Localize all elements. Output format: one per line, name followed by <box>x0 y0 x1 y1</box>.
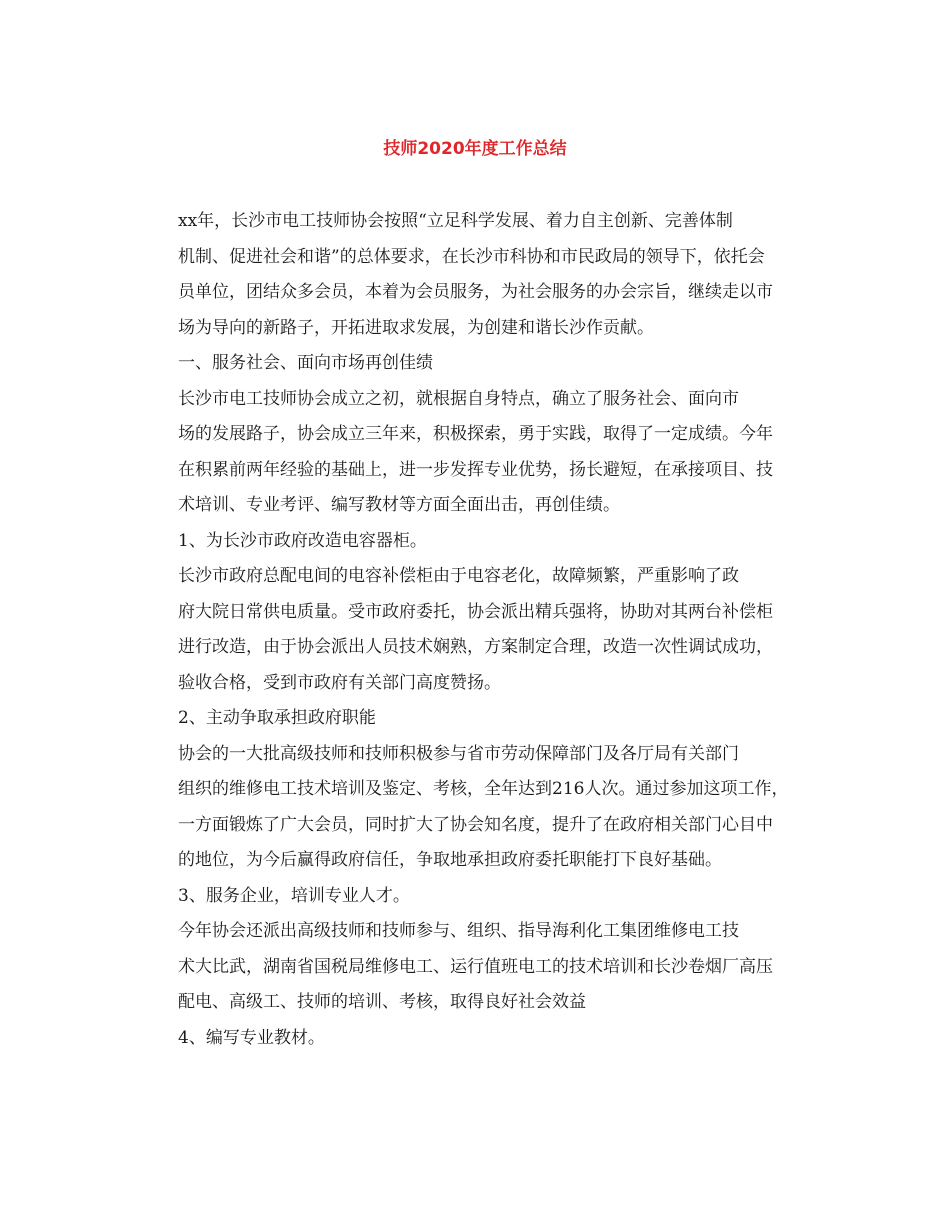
text-line: 术培训、专业考评、编写教材等方面全面出击，再创佳绩。 <box>178 495 620 515</box>
text-line: 一、服务社会、面向市场再创佳绩 <box>178 353 433 373</box>
text-line: 1、为长沙市政府改造电容器柜。 <box>178 530 427 551</box>
text-line: 验收合格，受到市政府有关部门高度赞扬。 <box>178 672 501 693</box>
text-line: 3、服务企业，培训专业人才。 <box>178 885 410 906</box>
document-body <box>144 204 808 1056</box>
text-line: 场为导向的新路子，开拓进取求发展，为创建和谐长沙作贡献。 <box>178 317 654 338</box>
text-line: 组织的维修电工技术培训及鉴定、考核，全年达到216人次。通过参加这项工作， <box>178 779 789 799</box>
text-line: 术大比武，湖南省国税局维修电工、运行值班电工的技术培训和长沙卷烟厂高压 <box>178 956 773 977</box>
document-title: 技师2020年度工作总结 <box>383 139 567 159</box>
text-line: xx年，长沙市电工技师协会按照“立足科学发展、着力自主创新、完善体制 <box>178 211 733 231</box>
paragraph <box>144 559 808 701</box>
text-line: 府大院日常供电质量。受市政府委托，协会派出精兵强将，协助对其两台补偿柜 <box>178 601 773 622</box>
text-line: 场的发展路子，协会成立三年来，积极探索，勇于实践，取得了一定成绩。今年 <box>178 424 773 444</box>
text-line: 机制、促进社会和谐”的总体要求，在长沙市科协和市民政局的领导下，依托会 <box>178 246 765 267</box>
text-line: 协会的一大批高级技师和技师积极参与省市劳动保障部门及各厅局有关部门 <box>178 743 739 764</box>
text-line: 的地位，为今后赢得政府信任，争取地承担政府委托职能打下良好基础。 <box>178 850 722 870</box>
paragraph <box>144 524 808 560</box>
text-line: 配电、高级工、技师的培训、考核，取得良好社会效益 <box>178 992 586 1012</box>
paragraph <box>144 382 808 524</box>
text-line: 今年协会还派出高级技师和技师参与、组织、指导海利化工集团维修电工技 <box>178 921 739 941</box>
text-line: 2、主动争取承担政府职能 <box>178 708 376 728</box>
text-line: 进行改造，由于协会派出人员技术娴熟，方案制定合理，改造一次性调试成功， <box>178 637 773 657</box>
text-line: 在积累前两年经验的基础上，进一步发挥专业优势，扬长避短，在承接项目、技 <box>178 459 773 480</box>
text-line: 员单位，团结众多会员，本着为会员服务，为社会服务的办会宗旨，继续走以市 <box>178 282 773 302</box>
paragraph <box>144 879 808 915</box>
text-line: 长沙市政府总配电间的电容补偿柜由于电容老化，故障频繁，严重影响了政 <box>178 566 739 586</box>
paragraph <box>144 701 808 737</box>
paragraph <box>144 346 808 382</box>
paragraph <box>144 737 808 879</box>
text-line: 一方面锻炼了广大会员，同时扩大了协会知名度，提升了在政府相关部门心目中 <box>178 814 773 835</box>
paragraph <box>144 914 808 1021</box>
text-line: 4、编写专业教材。 <box>178 1027 325 1048</box>
paragraph <box>144 1021 808 1057</box>
paragraph <box>144 204 808 346</box>
text-line: 长沙市电工技师协会成立之初，就根据自身特点，确立了服务社会、面向市 <box>178 388 739 409</box>
